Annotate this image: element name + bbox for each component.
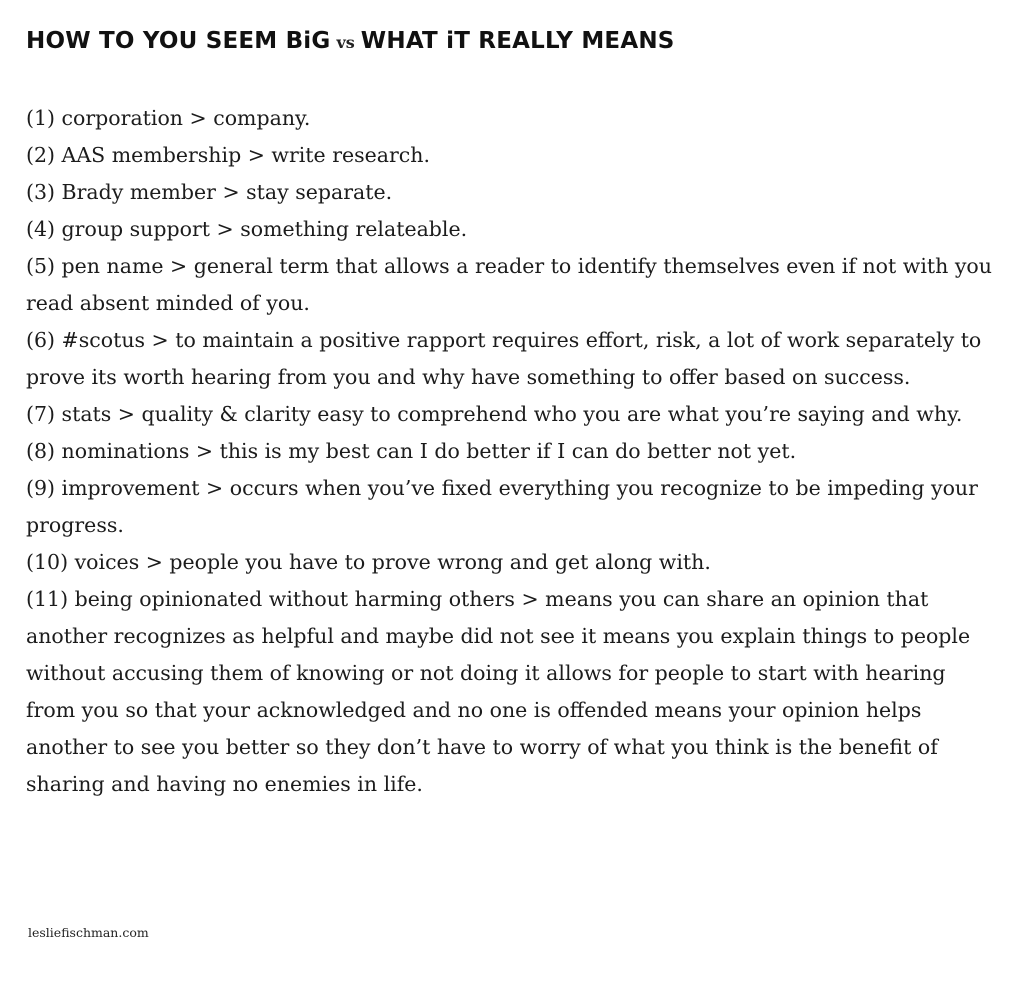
list-item: (5) pen name > general term that allows a reader to identify themselves even if not with you read absent minded of you.: [26, 254, 992, 315]
list-item: (1) corporation > company.: [26, 106, 311, 130]
list-item: (2) AAS membership > write research.: [26, 143, 430, 167]
list-item: (11) being opinionated without harming others > means you can share an opinion that another recognizes as helpful and maybe did not see it means you explain things to people without accusing them of knowing or not doing it allows for people to start with hearing from you so that your acknowledged and no one is offended means your opinion helps another to see you better so they don’t have to worry of what you think is the benefit of sharing and having no enemies in life.: [26, 587, 971, 796]
list-item: (7) stats > quality & clarity easy to comprehend who you are what you’re saying and why.: [26, 402, 963, 426]
title-vs: vs: [336, 33, 355, 52]
list-item: (10) voices > people you have to prove wrong and get along with.: [26, 550, 711, 574]
list-item: (6) #scotus > to maintain a positive rapport requires effort, risk, a lot of work separately to prove its worth hearing from you and why have something to offer based on success.: [26, 328, 982, 389]
list-item: (4) group support > something relateable.: [26, 217, 468, 241]
definition-list: [26, 100, 1001, 803]
site-url: lesliefischman.com: [28, 925, 149, 940]
title-left: HOW TO YOU SEEM BiG: [26, 28, 331, 54]
list-item: (9) improvement > occurs when you’ve fixed everything you recognize to be impeding your progress.: [26, 476, 978, 537]
list-item: (8) nominations > this is my best can I do better if I can do better not yet.: [26, 439, 797, 463]
page-title: [26, 28, 998, 64]
title-right: WHAT iT REALLY MEANS: [360, 28, 675, 54]
list-item: (3) Brady member > stay separate.: [26, 180, 393, 204]
